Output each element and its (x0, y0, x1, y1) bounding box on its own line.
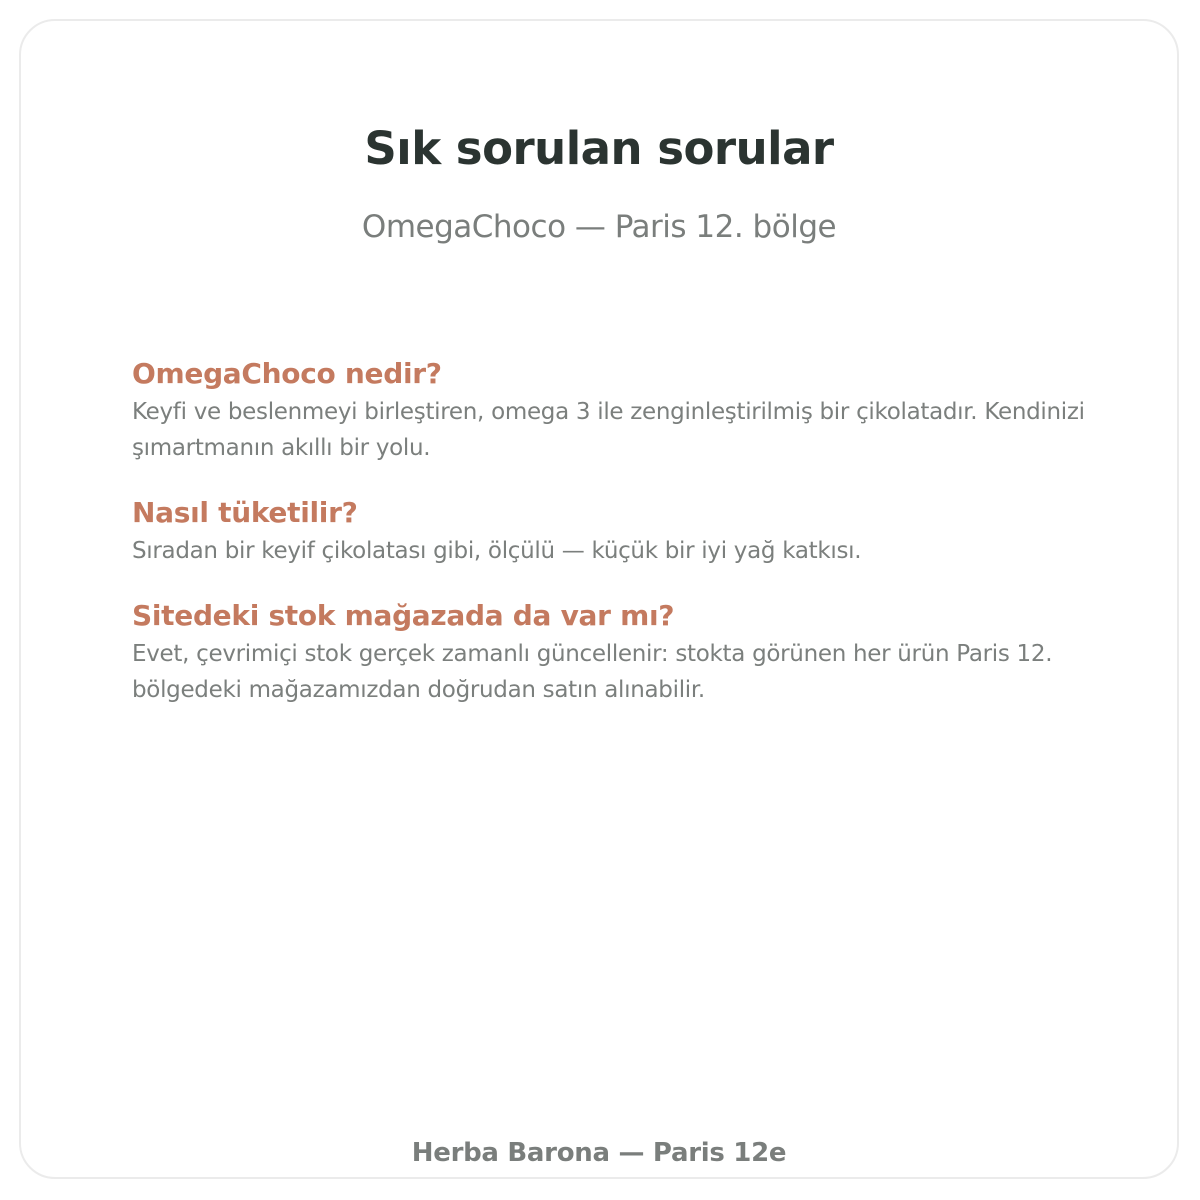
faq-item (132, 596, 1112, 708)
faq-question: OmegaChoco nedir? (132, 357, 442, 390)
faq-answer: Sıradan bir keyif çikolatası gibi, ölçülü — küçük bir iyi yağ katkısı. (132, 538, 862, 564)
faq-answer: Evet, çevrimiçi stok gerçek zamanlı güncellenir: stokta görünen her ürün Paris 12. bölgedeki mağazamızdan doğrudan satın alınabilir. (132, 641, 1053, 703)
faq-question: Sitedeki stok mağazada da var mı? (132, 599, 675, 632)
faq-card (19, 19, 1179, 1179)
faq-question: Nasıl tüketilir? (132, 496, 358, 529)
faq-item (132, 493, 1112, 569)
footer-text: Herba Barona — Paris 12e (411, 1138, 787, 1168)
page-title: Sık sorulan sorular (364, 122, 834, 175)
page-subtitle: OmegaChoco — Paris 12. bölge (361, 209, 837, 245)
faq-answer: Keyfi ve beslenmeyi birleştiren, omega 3 ile zenginleştirilmiş bir çikolatadır. Kendinizi şımartmanın akıllı bir yolu. (132, 399, 1085, 461)
faq-item (132, 354, 1112, 466)
faq-list (132, 354, 1112, 708)
